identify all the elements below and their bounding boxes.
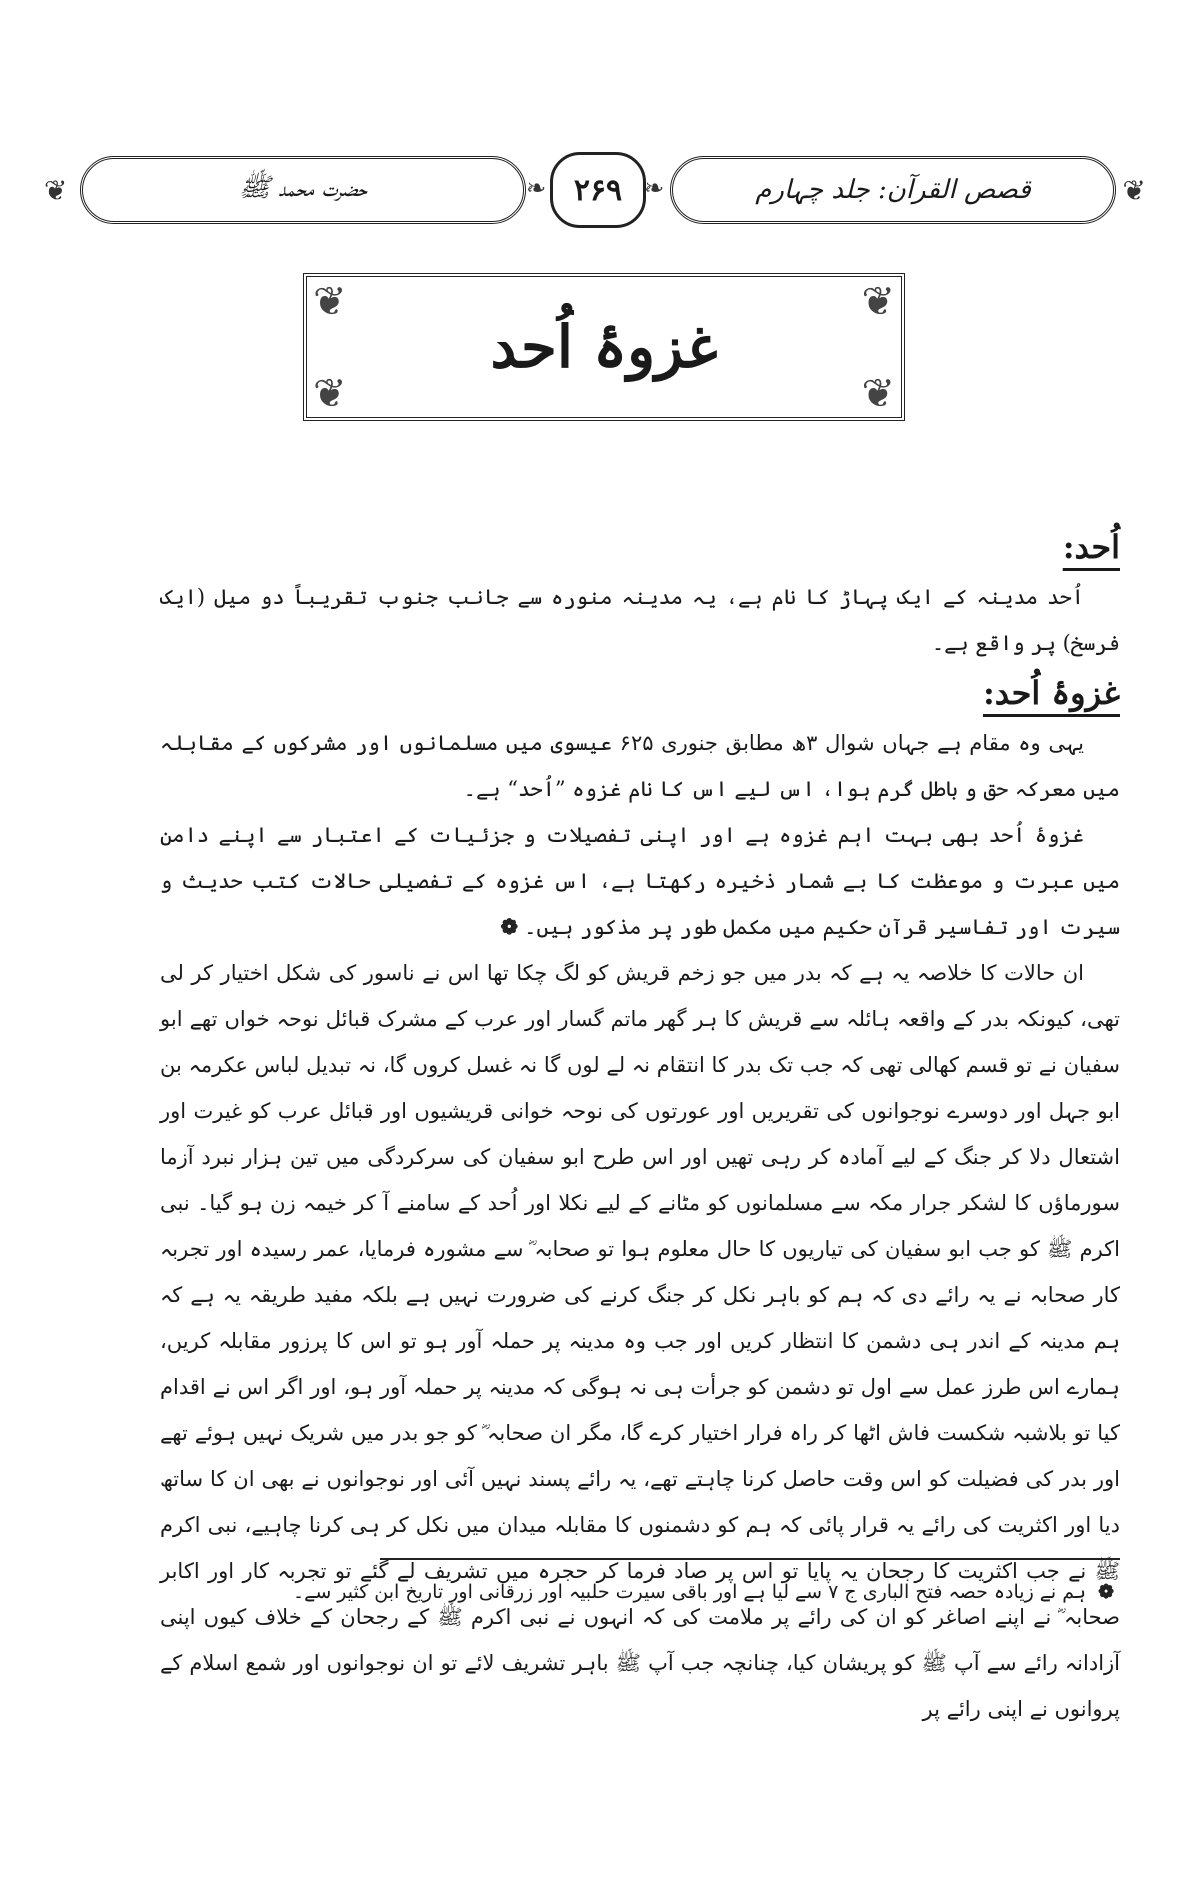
chapter-heading: غزوۂ اُحد [490,313,718,381]
chapter-title-box [80,156,526,224]
paragraph: اُحد مدینہ کے ایک پہاڑ کا نام ہے، یہ مدینہ منورہ سے جانب جنوب تقریباً دو میل (ایک فرسخ) پر واقع ہے۔ [160,585,1120,655]
footnote-divider [380,1558,1120,1560]
footnote-text: ہم نے زیادہ حصہ فتح الباری ج ۷ سے لیا ہے اور باقی سیرت حلبیہ اور زرقانی اور تاریخ ابن کثیر سے۔ [293,1581,1087,1603]
book-title: قصص القرآن: جلد چہارم [755,175,1031,205]
corner-ornament-icon: ❦ [861,371,895,417]
section-heading: اُحد: [1062,528,1120,566]
page-number: ۲۶۹ [573,172,623,208]
section-heading: غزوۂ اُحد: [982,674,1120,712]
header-joint-right: ❧ [644,174,665,202]
paragraph-text: غزوۂ اُحد بھی بہت اہم غزوہ ہے اور اپنی تفصیلات و جزئیات کے اعتبار سے اپنے دامن میں عبرت و موعظت کا بے شمار ذخیرہ رکھتا ہے، اس غزوہ کے تفصیلی حالات کتب حدیث و سیرت اور تفاسیر قرآن حکیم میں مکمل طور پر مذکور ہیں۔ [160,823,1120,939]
header-ornament-right: ❦ [1122,174,1146,207]
book-title-box [670,156,1116,224]
corner-ornament-icon: ❦ [861,279,895,325]
corner-ornament-icon: ❦ [313,279,347,325]
paragraph-with-footnote [160,812,1120,950]
section-uhud [160,520,1120,666]
chapter-heading-box [303,273,905,421]
running-header [40,152,1150,228]
footnote-marker-icon: ❁ [1098,1581,1114,1603]
paragraph: ان حالات کا خلاصہ یہ ہے کہ بدر میں جو زخم قریش کو لگ چکا تھا اس نے ناسور کی شکل اختیار کر لی تھی، کیونکہ بدر کے واقعہ ہائلہ سے قریش کا ہر گھر ماتم گسار اور عرب کے مشرک قبائل نوحہ خواں تھے ابو سفیان نے تو قسم کھالی تھی کہ جب تک بدر کا انتقام نہ لے لوں گا نہ غسل کروں گا، نہ تبدیل لباس عکرمہ بن ابو جہل اور دوسرے نوجوانوں کی تقریریں اور عورتوں کی نوحہ خوانی قریشیوں اور قبائل عرب کو غیرت اور اشتعال دلا کر جنگ کے لیے آمادہ کر رہی تھیں اور اس طرح ابو سفیان کی سرکردگی میں تین ہزار نبرد آزما سورماؤں کا لشکر جرار مکہ سے مسلمانوں کو مٹانے کے لیے نکلا اور اُحد کے سامنے آ کر خیمہ زن ہو گیا۔ نبی اکرم ﷺ کو جب ابو سفیان کی تیاریوں کا حال معلوم ہوا تو صحابہ ؓ سے مشورہ فرمایا، عمر رسیدہ اور تجربہ کار صحابہ نے یہ رائے دی کہ ہم کو باہر نکل کر جنگ کرنے کی ضرورت نہیں ہے بلکہ مفید طریقہ یہ ہے کہ ہم مدینہ کے اندر ہی دشمن کا انتظار کریں اور جب وہ مدینہ پر حملہ آور ہو تو اس کا پرزور مقابلہ کریں، ہمارے اس طرز عمل سے اول تو دشمن کو جرأت ہی نہ ہوگی کہ مدینہ پر حملہ آور ہو، اور اگر اس نے اقدام کیا تو بلاشبہ شکست فاش اٹھا کر راہ فرار اختیار کرے گا، مگر ان صحابہ ؓ کو جو بدر میں شریک نہیں ہوئے تھے اور بدر کی فضیلت کو اس وقت حاصل کرنا چاہتے تھے، یہ رائے پسند نہیں آئی اور نوجوانوں نے بھی ان کا ساتھ دیا اور اکثریت کی رائے یہ قرار پائی کہ ہم کو دشمنوں کا مقابلہ میدان میں نکل کر ہی کرنا چاہیے، نبی اکرم ﷺ نے جب اکثریت کا رجحان یہ پایا تو اس پر صاد فرما کر حجرہ میں تشریف لے گئے تو تجربہ کار اور اکابر صحابہ ؓ نے اپنے اصاغر کو ان کی رائے پر ملامت کی کہ انہوں نے نبی اکرم ﷺ کے رجحان کے خلاف کیوں اپنی آزادانہ رائے سے آپ ﷺ کو پریشان کیا، چنانچہ جب آپ ﷺ باہر تشریف لائے تو ان نوجوانوں اور شمع اسلام کے پروانوں نے اپنی رائے پر [160,961,1121,1721]
footnote [160,1572,1120,1612]
corner-ornament-icon: ❦ [313,371,347,417]
header-joint-left: ❧ [526,174,547,202]
page-number-box [550,152,646,228]
main-text [160,520,1120,1732]
header-ornament-left: ❦ [44,174,68,207]
footnote-marker-icon: ❁ [500,914,519,939]
chapter-title: حضرت محمد ﷺ [238,173,368,203]
paragraph: یہی وہ مقام ہے جہاں شوال ۳ھ مطابق جنوری ۶۲۵ عیسوی میں مسلمانوں اور مشرکوں کے مقابلہ میں معرکہ حق و باطل گرم ہوا، اس لیے اس کا نام غزوہ ”اُحد“ ہے۔ [160,731,1120,801]
